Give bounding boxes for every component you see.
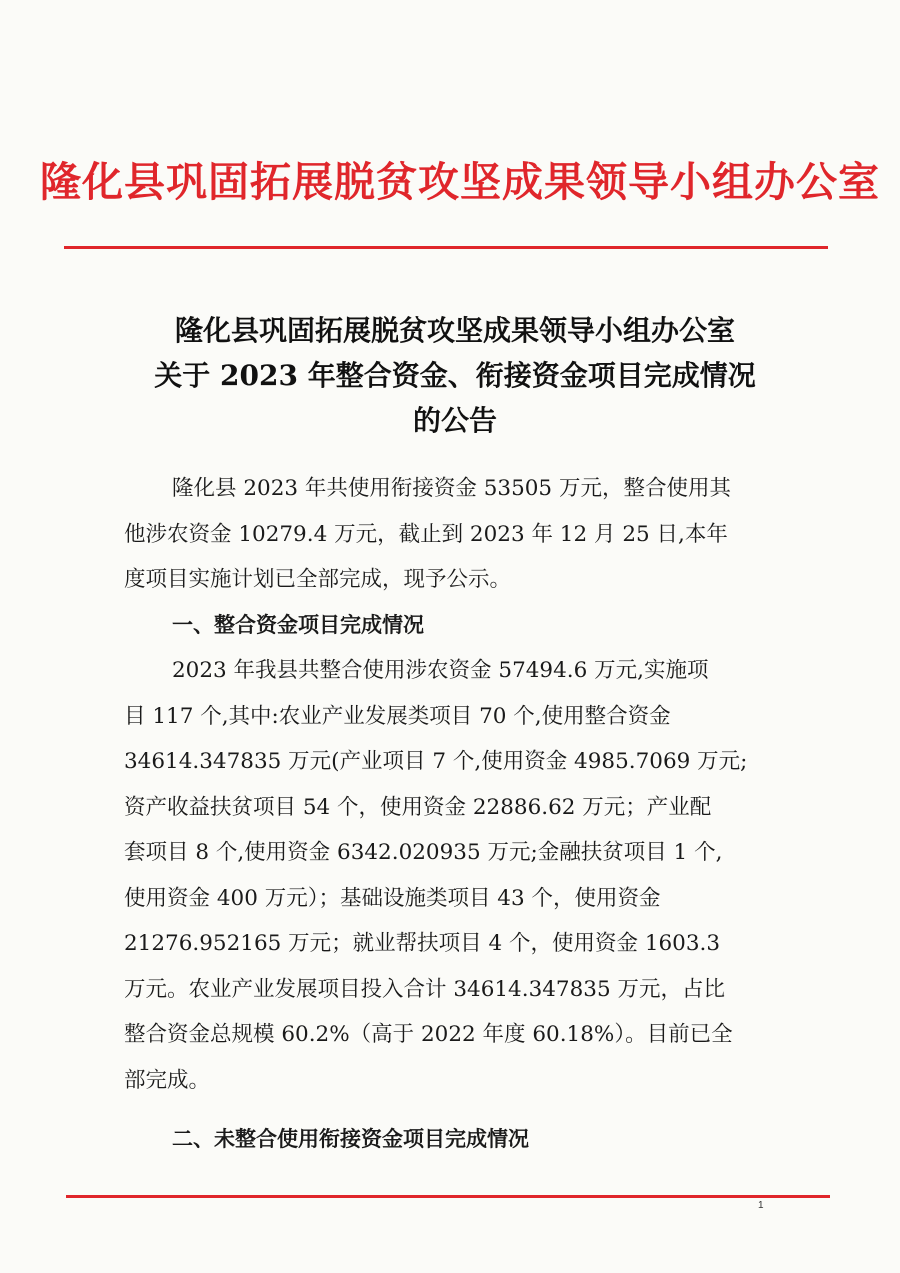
title-line-2: 关于 2023 年整合资金、衔接资金项目完成情况 <box>154 359 756 392</box>
section-1-line: 21276.952165 万元；就业帮扶项目 4 个，使用资金 1603.3 <box>124 931 721 956</box>
section-1-heading: 一、整合资金项目完成情况 <box>172 612 424 637</box>
section-1-line: 34614.347835 万元(产业项目 7 个,使用资金 4985.7069 万元; <box>124 749 748 774</box>
section-1-line: 使用资金 400 万元）；基础设施类项目 43 个，使用资金 <box>124 885 661 911</box>
footer-red-rule <box>66 1195 830 1198</box>
page-number: 1 <box>758 1200 764 1211</box>
letterhead-red-rule <box>64 246 828 249</box>
intro-line: 隆化县 2023 年共使用衔接资金 53505 万元，整合使用其 <box>172 476 731 501</box>
document-title <box>60 308 850 443</box>
section-1-line: 部完成。 <box>124 1067 211 1093</box>
title-line-1: 隆化县巩固拓展脱贫攻坚成果领导小组办公室 <box>174 314 735 347</box>
section-1-line: 资产收益扶贫项目 54 个，使用资金 22886.62 万元；产业配 <box>124 794 712 820</box>
intro-line: 度项目实施计划已全部完成，现予公示。 <box>124 567 512 592</box>
title-line-3: 的公告 <box>412 404 497 437</box>
section-2-heading: 二、未整合使用衔接资金项目完成情况 <box>172 1127 529 1151</box>
intro-line: 他涉农资金 10279.4 万元，截止到 2023 年 12 月 25 日,本年 <box>124 521 728 547</box>
section-1-line: 套项目 8 个,使用资金 6342.020935 万元;金融扶贫项目 1 个, <box>124 840 723 865</box>
section-1-line: 目 117 个,其中:农业产业发展类项目 70 个,使用整合资金 <box>124 703 671 729</box>
paragraph-gap <box>124 1103 770 1117</box>
section-1-line: 整合资金总规模 60.2%（高于 2022 年度 60.18%）。目前已全 <box>124 1022 733 1047</box>
section-1-line: 2023 年我县共整合使用涉农资金 57494.6 万元,实施项 <box>172 658 709 683</box>
section-1-line: 万元。农业产业发展项目投入合计 34614.347835 万元，占比 <box>124 976 725 1002</box>
document-body <box>124 466 770 1163</box>
letterhead-org-name: 隆化县巩固拓展脱贫攻坚成果领导小组办公室 <box>40 158 880 206</box>
